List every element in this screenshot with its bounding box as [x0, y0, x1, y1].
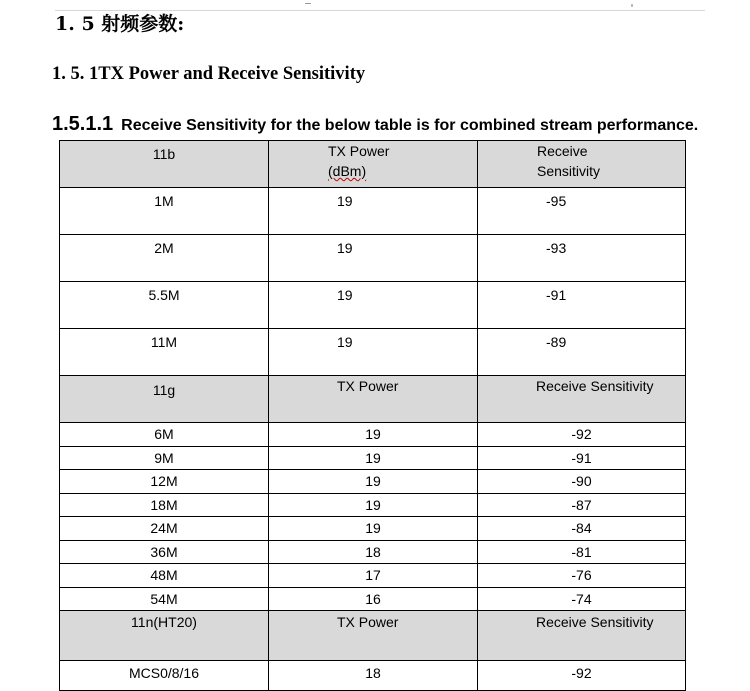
rate-cell: 36M	[60, 540, 269, 564]
header-rx-line1: Receive	[537, 143, 588, 159]
section-heading-1-5-1-1	[52, 113, 698, 136]
tx-power-cell: 19	[269, 282, 478, 329]
table-row	[60, 282, 686, 329]
tx-power-cell: 18	[269, 661, 478, 691]
rx-sensitivity-cell: -90	[478, 470, 686, 494]
header-tx-power-cell: TX Power	[269, 376, 478, 423]
table-header-row-11g	[60, 376, 686, 423]
table-row	[60, 564, 686, 588]
tx-power-cell: 19	[269, 470, 478, 494]
table-header-row-11n-ht20	[60, 611, 686, 661]
table-row	[60, 235, 686, 282]
header-rx-sensitivity-cell: Receive Sensitivity	[478, 611, 686, 661]
tx-power-cell: 19	[269, 188, 478, 235]
rate-cell: 5.5M	[60, 282, 269, 329]
rate-cell: 1M	[60, 188, 269, 235]
rate-cell: 11M	[60, 329, 269, 376]
heading-number: 1.5.1.1	[52, 113, 114, 135]
table-header-row-11b	[60, 141, 686, 188]
table-row	[60, 188, 686, 235]
tx-power-cell: 19	[269, 446, 478, 470]
table-row	[60, 517, 686, 541]
rx-sensitivity-cell: -91	[478, 446, 686, 470]
rx-sensitivity-cell: -87	[478, 493, 686, 517]
tx-power-cell: 19	[269, 329, 478, 376]
table-row	[60, 446, 686, 470]
header-rx-sensitivity-cell	[478, 141, 686, 188]
header-tx-power-cell: TX Power	[269, 611, 478, 661]
section-heading-1-5: 1. 5 射频参数:	[55, 13, 185, 35]
rx-sensitivity-cell: -91	[478, 282, 686, 329]
tx-power-cell: 19	[269, 493, 478, 517]
tx-power-cell: 17	[269, 564, 478, 588]
rx-sensitivity-cell: -92	[478, 423, 686, 447]
heading-text: Receive Sensitivity for the below table is for combined stream performance.	[121, 117, 699, 134]
header-mode-cell: 11g	[60, 376, 269, 423]
tx-power-cell: 19	[269, 517, 478, 541]
rate-cell: 9M	[60, 446, 269, 470]
header-tx-line1: TX Power	[328, 143, 390, 159]
tx-power-cell: 16	[269, 587, 478, 611]
rx-sensitivity-cell: -84	[478, 517, 686, 541]
page-margin-mark	[631, 4, 633, 7]
header-mode-cell: 11b	[60, 141, 269, 188]
header-mode-cell: 11n(HT20)	[60, 611, 269, 661]
rate-cell: 48M	[60, 564, 269, 588]
header-rx-line2: Sensitivity	[537, 163, 601, 179]
rx-sensitivity-cell: -93	[478, 235, 686, 282]
table-row	[60, 329, 686, 376]
rate-cell: 2M	[60, 235, 269, 282]
table-row	[60, 661, 686, 691]
tx-power-cell: 19	[269, 423, 478, 447]
table-row	[60, 540, 686, 564]
rx-sensitivity-cell: -81	[478, 540, 686, 564]
tx-power-cell: 19	[269, 235, 478, 282]
rx-sensitivity-cell: -89	[478, 329, 686, 376]
section-heading-1-5-1: 1. 5. 1TX Power and Receive Sensitivity	[52, 64, 366, 84]
table-row	[60, 423, 686, 447]
rx-sensitivity-cell: -95	[478, 188, 686, 235]
rate-cell: 12M	[60, 470, 269, 494]
rate-cell: MCS0/8/16	[60, 661, 269, 691]
table-row	[60, 493, 686, 517]
page-margin-mark	[305, 3, 311, 4]
table-row	[60, 470, 686, 494]
table-row	[60, 587, 686, 611]
header-rx-sensitivity-cell: Receive Sensitivity	[478, 376, 686, 423]
rx-sensitivity-cell: -74	[478, 587, 686, 611]
header-tx-unit: (dBm)	[328, 163, 367, 179]
tx-power-cell: 18	[269, 540, 478, 564]
rate-cell: 6M	[60, 423, 269, 447]
rf-parameters-table	[59, 140, 686, 691]
header-tx-power-cell	[269, 141, 478, 188]
rate-cell: 24M	[60, 517, 269, 541]
rx-sensitivity-cell: -76	[478, 564, 686, 588]
rate-cell: 18M	[60, 493, 269, 517]
rate-cell: 54M	[60, 587, 269, 611]
rx-sensitivity-cell: -92	[478, 661, 686, 691]
